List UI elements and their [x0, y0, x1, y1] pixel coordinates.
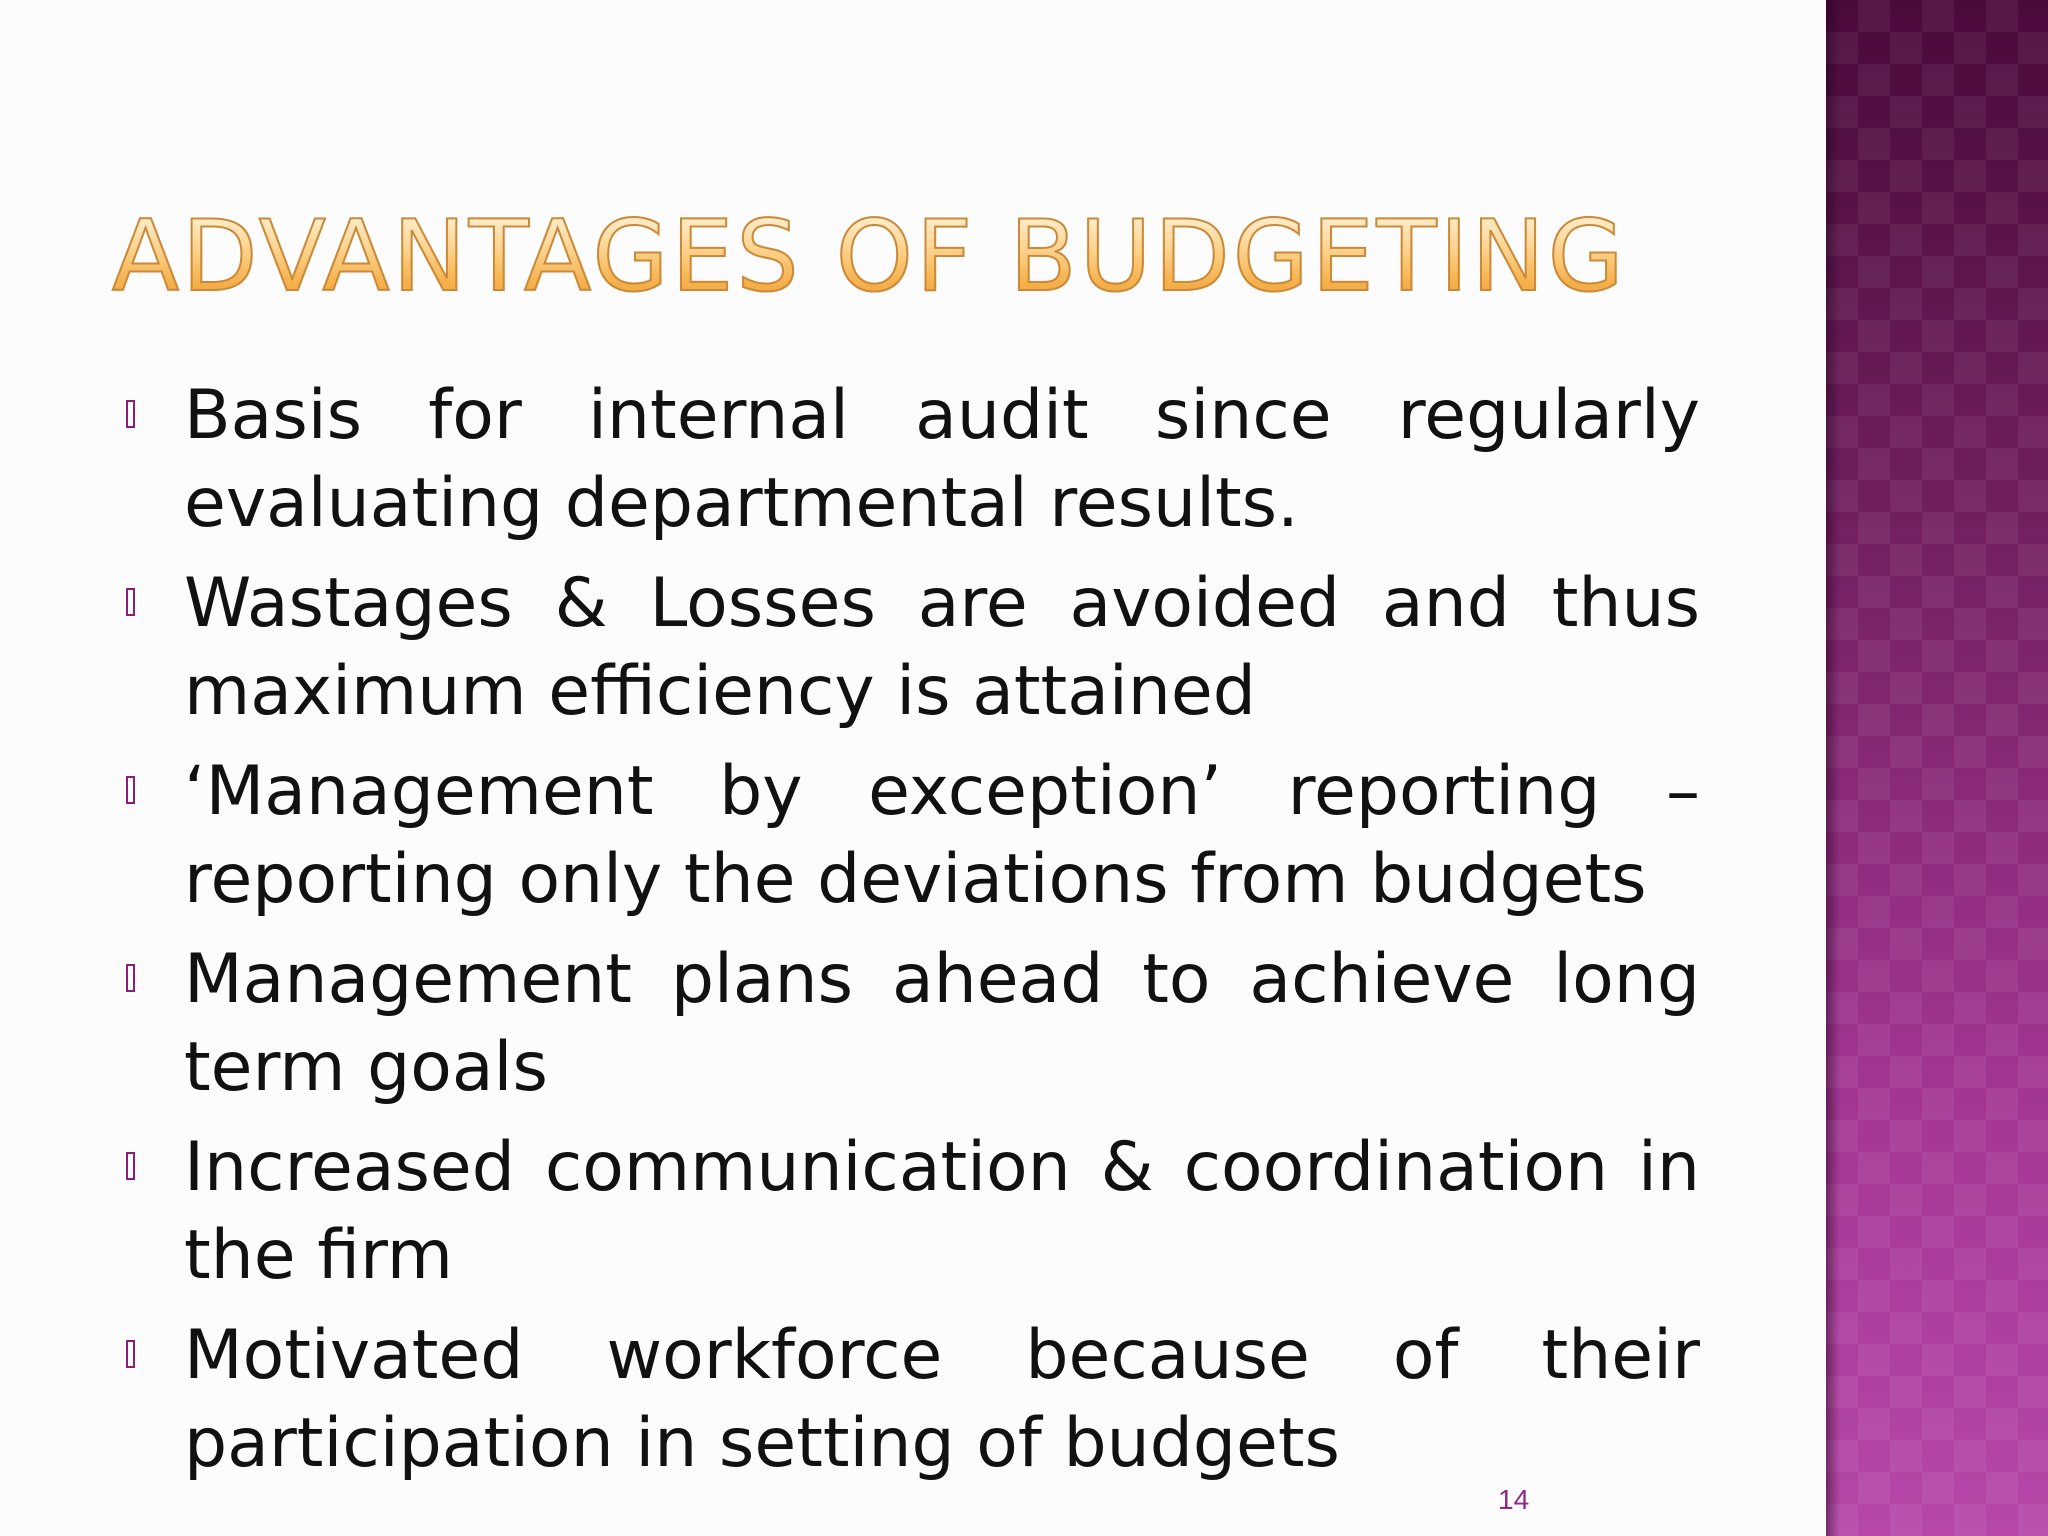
bullet-text: Increased communication & coordination in the firm	[184, 1128, 1700, 1295]
bullet-item	[120, 1312, 1700, 1488]
bullet-item	[120, 1124, 1700, 1300]
page-number: 14	[1498, 1484, 1530, 1515]
square-bullet-icon	[126, 964, 135, 992]
square-bullet-icon	[126, 400, 135, 428]
square-bullet-icon	[126, 776, 135, 804]
bullet-text: Management plans ahead to achieve long term goals	[184, 940, 1700, 1107]
bullet-text: Basis for internal audit since regularly evaluating departmental results.	[184, 376, 1700, 543]
square-bullet-icon	[126, 1152, 135, 1180]
bullet-item	[120, 748, 1700, 924]
bullet-list	[120, 372, 1700, 1500]
bullet-item	[120, 560, 1700, 736]
bullet-item	[120, 372, 1700, 548]
slide-title: ADVANTAGES OF BUDGETING	[112, 208, 1772, 306]
bullet-text: Motivated workforce because of their participation in setting of budgets	[184, 1316, 1700, 1483]
decorative-side-panel	[1826, 0, 2048, 1536]
square-bullet-icon	[126, 1340, 135, 1368]
bullet-item	[120, 936, 1700, 1112]
bullet-text: Wastages & Losses are avoided and thus maximum efficiency is attained	[184, 564, 1700, 731]
bullet-text: ‘Management by exception’ reporting – reporting only the deviations from budgets	[184, 752, 1700, 919]
square-bullet-icon	[126, 588, 135, 616]
